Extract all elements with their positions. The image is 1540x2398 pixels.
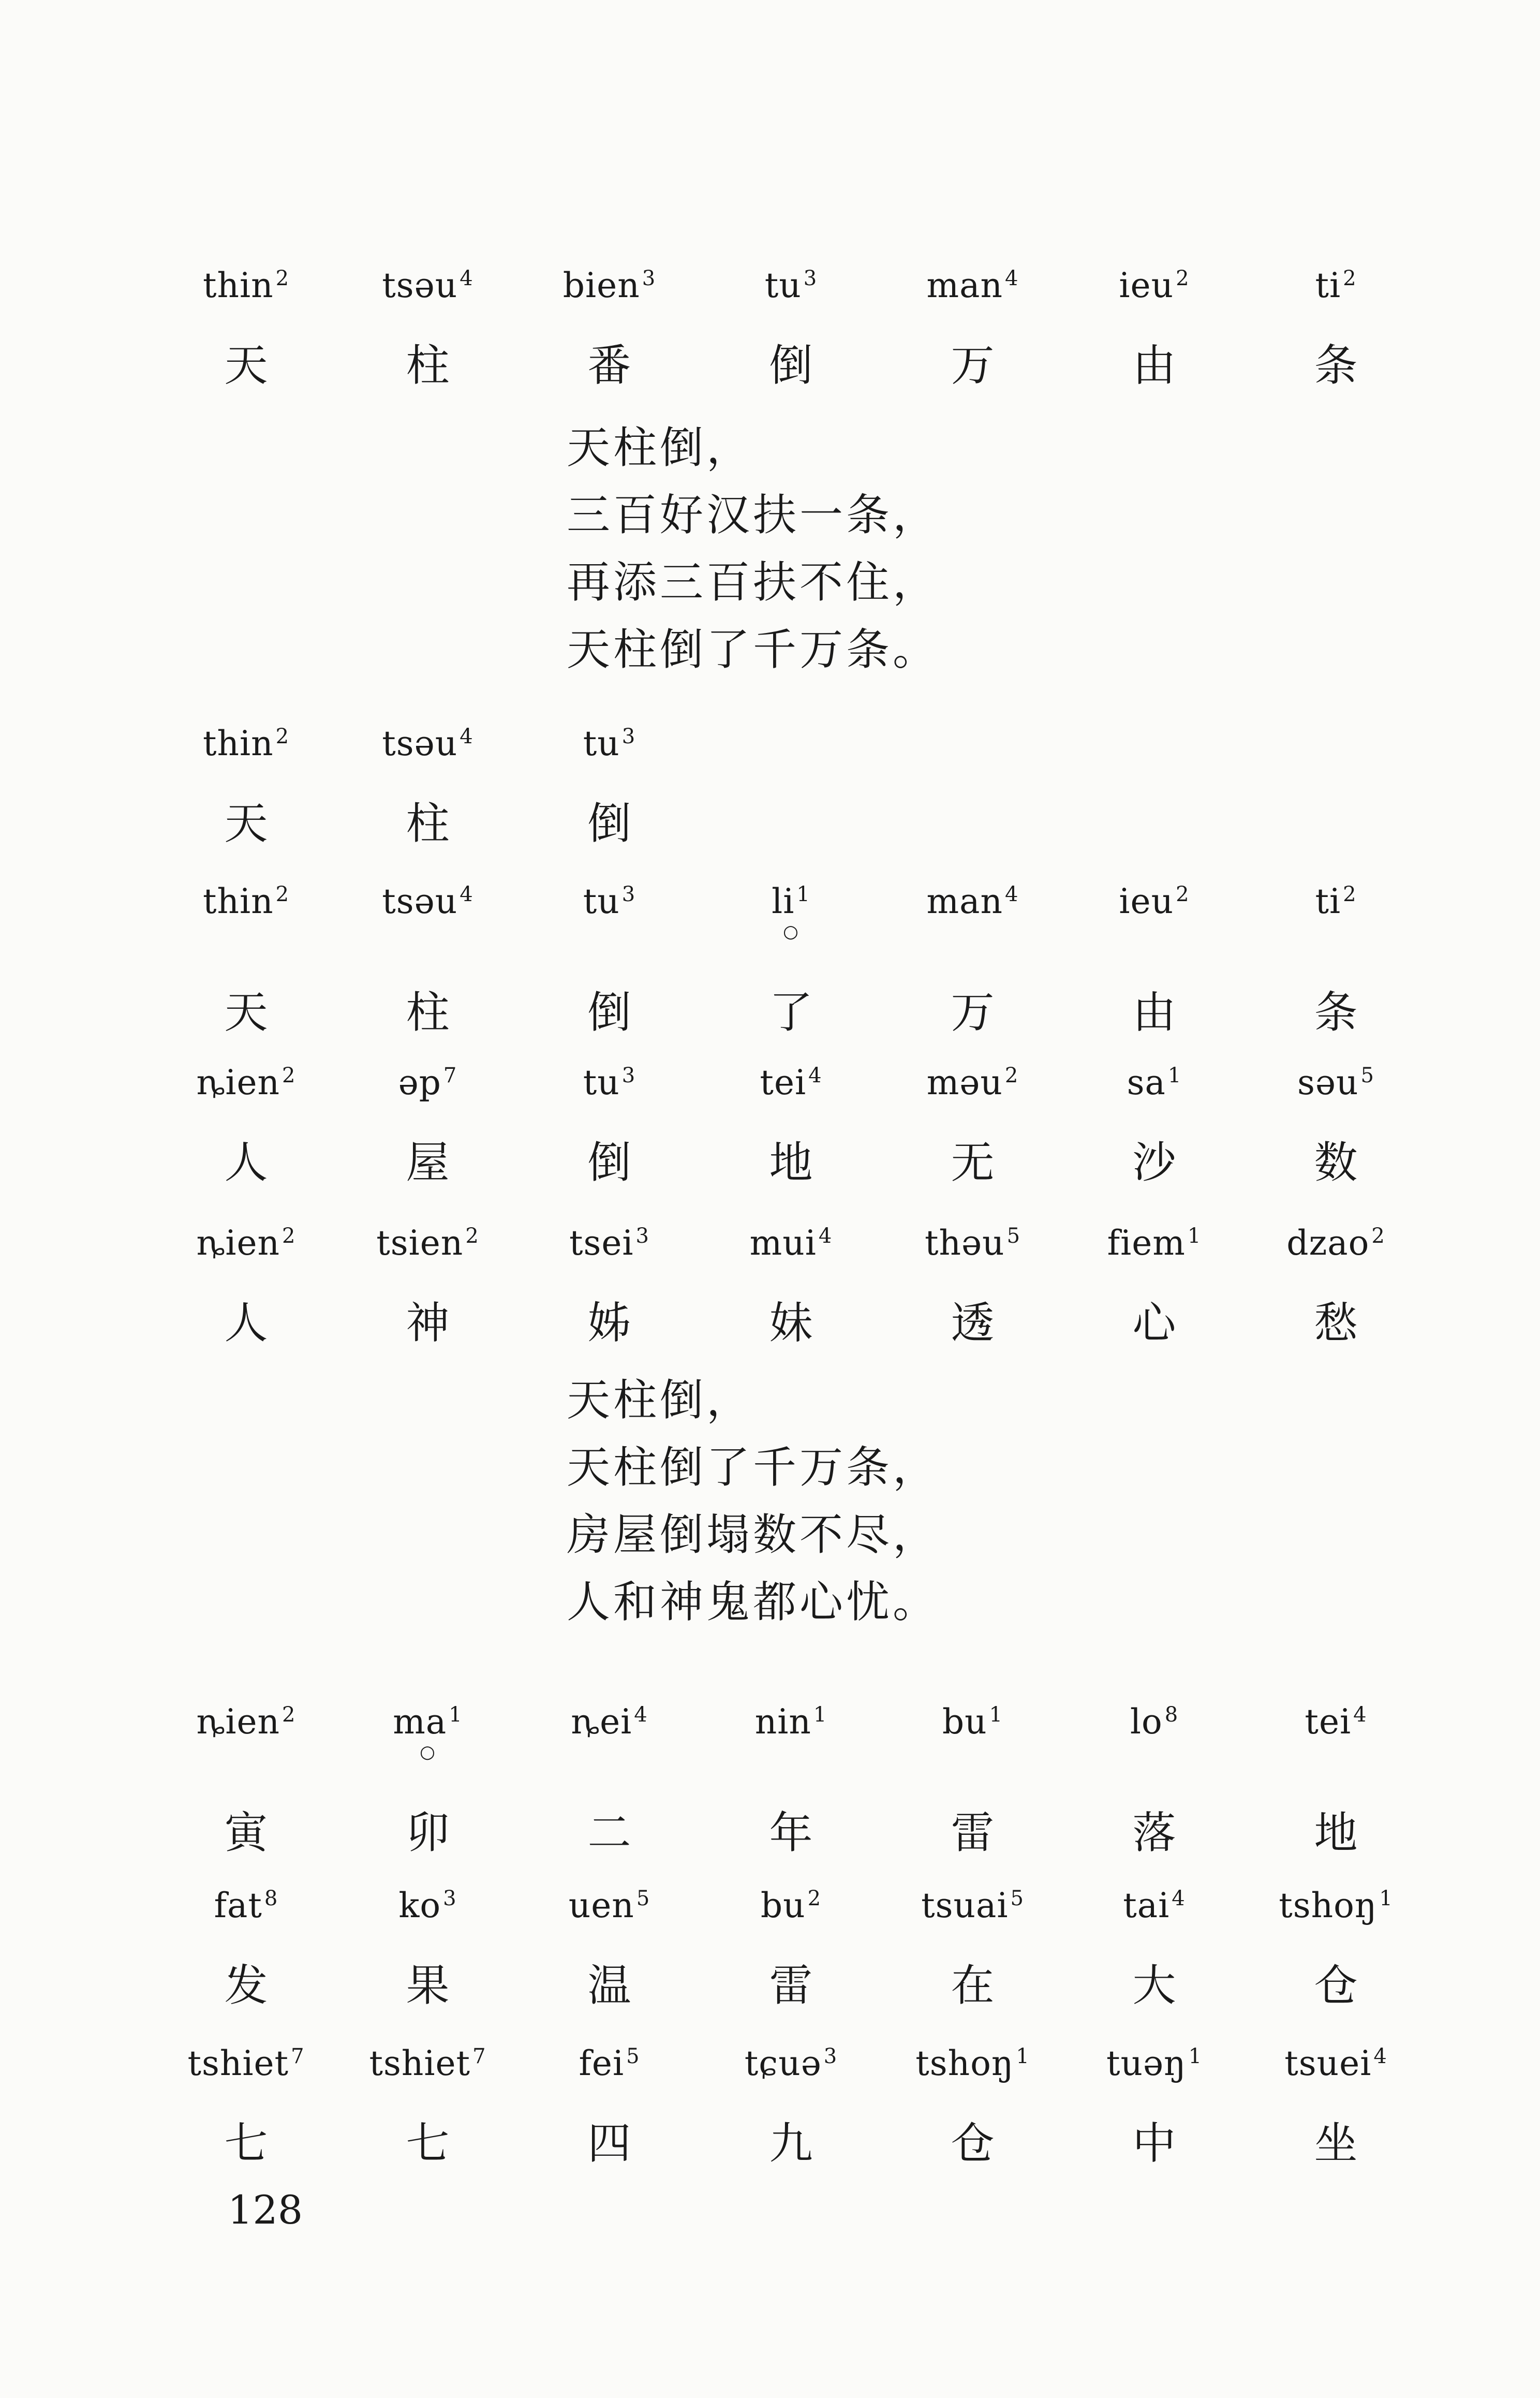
tone-number: 3 bbox=[642, 267, 656, 290]
chinese-character: 七 bbox=[406, 2118, 450, 2169]
chinese-character: 仓 bbox=[951, 2118, 995, 2169]
tone-number: 2 bbox=[275, 267, 290, 290]
syllable-text: tsəu bbox=[382, 881, 458, 921]
romanization-syllable bbox=[155, 2043, 337, 2083]
romanization-row bbox=[155, 2021, 1428, 2083]
tone-number: 1 bbox=[1187, 1224, 1202, 1248]
syllable-text: tsəu bbox=[382, 266, 458, 305]
tone-number: 2 bbox=[282, 1703, 296, 1727]
tone-number: 2 bbox=[275, 882, 290, 906]
romanization-syllable bbox=[155, 1223, 337, 1263]
page-number: 128 bbox=[228, 2187, 303, 2233]
chinese-character: 了 bbox=[769, 987, 813, 1038]
chinese-character: 条 bbox=[1314, 340, 1358, 391]
tone-number: 4 bbox=[460, 882, 473, 906]
syllable-text: fei bbox=[579, 2043, 625, 2083]
romanization-syllable bbox=[700, 1702, 882, 1742]
interlinear-block bbox=[155, 1680, 1428, 1861]
chinese-character: 卯 bbox=[406, 1807, 450, 1858]
romanization-syllable bbox=[882, 1223, 1063, 1263]
syllable-text: fiem bbox=[1107, 1223, 1186, 1263]
tone-number: 2 bbox=[1176, 882, 1190, 906]
chinese-character: 中 bbox=[1132, 2118, 1176, 2169]
chinese-character: 大 bbox=[1132, 1960, 1176, 2011]
interlinear-block bbox=[155, 1040, 1428, 1190]
syllable-text: məu bbox=[926, 1063, 1003, 1102]
hollow-dot-mark: ○ bbox=[783, 921, 799, 942]
syllable-text: tshiet bbox=[369, 2043, 471, 2083]
romanization-syllable bbox=[1063, 266, 1245, 305]
tone-number: 3 bbox=[803, 267, 818, 290]
tone-number: 2 bbox=[275, 725, 290, 748]
tone-number: 3 bbox=[443, 1887, 457, 1910]
syllable-text: ȵien bbox=[196, 1702, 280, 1742]
romanization-syllable bbox=[155, 266, 337, 305]
syllable-text: tshoŋ bbox=[1279, 1886, 1378, 1925]
tone-number: 1 bbox=[1379, 1887, 1393, 1910]
syllable-text: thəu bbox=[924, 1223, 1005, 1263]
syllable-text: tsuai bbox=[921, 1886, 1009, 1925]
verse-line: 天柱倒， bbox=[567, 422, 753, 473]
tone-number: 4 bbox=[460, 267, 473, 290]
chinese-character: 屋 bbox=[406, 1137, 450, 1188]
tone-number: 1 bbox=[449, 1703, 463, 1727]
verse-line: 房屋倒塌数不尽， bbox=[567, 1509, 940, 1560]
hollow-dot-mark: ○ bbox=[420, 1742, 436, 1762]
romanization-syllable bbox=[882, 266, 1063, 305]
romanization-syllable bbox=[519, 724, 700, 763]
tone-number: 4 bbox=[1172, 1887, 1186, 1910]
romanization-syllable bbox=[519, 1063, 700, 1102]
chinese-character: 妹 bbox=[769, 1298, 813, 1348]
chinese-character: 数 bbox=[1314, 1137, 1358, 1188]
tone-number: 3 bbox=[621, 882, 636, 906]
syllable-text: ieu bbox=[1119, 881, 1174, 921]
romanization-row bbox=[155, 1680, 1428, 1762]
verse-line: 三百好汉扶一条， bbox=[567, 490, 940, 540]
tone-number: 1 bbox=[989, 1703, 1003, 1727]
romanization-syllable bbox=[1245, 1702, 1427, 1742]
interlinear-block bbox=[155, 243, 1428, 393]
chinese-character: 番 bbox=[587, 340, 631, 391]
syllable-text: thin bbox=[202, 881, 274, 921]
romanization-syllable bbox=[337, 1223, 519, 1263]
syllable-text: man bbox=[926, 881, 1003, 921]
syllable-text: sa bbox=[1127, 1063, 1166, 1102]
syllable-text: ȵien bbox=[196, 1063, 280, 1102]
chinese-character: 心 bbox=[1132, 1298, 1176, 1348]
syllable-text: tshoŋ bbox=[915, 2043, 1014, 2083]
romanization-row bbox=[155, 701, 1428, 763]
romanization-row bbox=[155, 1040, 1428, 1102]
tone-number: 4 bbox=[1005, 267, 1019, 290]
syllable-text: mui bbox=[749, 1223, 817, 1263]
romanization-syllable bbox=[1063, 1886, 1245, 1925]
chinese-character: 仓 bbox=[1314, 1960, 1358, 2011]
tone-number: 2 bbox=[465, 1224, 479, 1248]
romanization-syllable bbox=[700, 266, 882, 305]
tone-number: 2 bbox=[1343, 267, 1357, 290]
romanization-syllable bbox=[337, 881, 519, 921]
romanization-syllable bbox=[519, 1702, 700, 1742]
chinese-character: 天 bbox=[224, 340, 268, 391]
chinese-character: 由 bbox=[1132, 340, 1176, 391]
syllable-text: bu bbox=[942, 1702, 987, 1742]
chinese-character: 坐 bbox=[1314, 2118, 1358, 2169]
chinese-character: 倒 bbox=[769, 340, 813, 391]
romanization-syllable bbox=[700, 2043, 882, 2083]
interlinear-block bbox=[155, 859, 1428, 1040]
romanization-syllable bbox=[700, 1886, 882, 1925]
syllable-text: tu bbox=[583, 724, 620, 763]
syllable-text: thin bbox=[202, 724, 274, 763]
tone-number: 4 bbox=[1373, 2044, 1387, 2068]
romanization-syllable bbox=[519, 266, 700, 305]
interlinear-block bbox=[155, 701, 1428, 851]
romanization-syllable bbox=[337, 1702, 519, 1762]
chinese-character: 倒 bbox=[587, 987, 631, 1038]
romanization-syllable bbox=[155, 724, 337, 763]
chinese-character: 年 bbox=[769, 1807, 813, 1858]
romanization-syllable bbox=[1245, 2043, 1427, 2083]
verse-line: 天柱倒， bbox=[567, 1375, 753, 1425]
tone-number: 2 bbox=[1004, 1064, 1019, 1087]
syllable-text: ma bbox=[393, 1702, 447, 1742]
chinese-character: 人 bbox=[224, 1298, 268, 1348]
character-row bbox=[155, 1951, 1428, 2013]
romanization-syllable bbox=[882, 1886, 1063, 1925]
tone-number: 5 bbox=[626, 2044, 640, 2068]
chinese-character: 透 bbox=[951, 1298, 995, 1348]
tone-number: 5 bbox=[1360, 1064, 1374, 1087]
tone-number: 4 bbox=[1353, 1703, 1367, 1727]
syllable-text: nin bbox=[754, 1702, 811, 1742]
character-row bbox=[155, 2109, 1428, 2171]
romanization-syllable bbox=[519, 1886, 700, 1925]
tone-number: 2 bbox=[282, 1064, 296, 1087]
syllable-text: ȵei bbox=[571, 1702, 632, 1742]
verse-block bbox=[567, 1366, 1291, 1636]
romanization-syllable bbox=[155, 1702, 337, 1742]
character-row bbox=[155, 789, 1428, 851]
romanization-row bbox=[155, 859, 1428, 942]
tone-number: 3 bbox=[635, 1224, 649, 1248]
syllable-text: lo bbox=[1130, 1702, 1163, 1742]
romanization-syllable bbox=[1245, 1223, 1427, 1263]
romanization-syllable bbox=[882, 881, 1063, 921]
chinese-character: 七 bbox=[224, 2118, 268, 2169]
romanization-syllable bbox=[1063, 2043, 1245, 2083]
tone-number: 1 bbox=[796, 882, 810, 906]
chinese-character: 九 bbox=[769, 2118, 813, 2169]
romanization-row bbox=[155, 1201, 1428, 1263]
romanization-syllable bbox=[519, 2043, 700, 2083]
syllable-text: bu bbox=[760, 1886, 806, 1925]
syllable-text: tei bbox=[760, 1063, 807, 1102]
syllable-text: ti bbox=[1315, 266, 1341, 305]
chinese-character: 神 bbox=[406, 1298, 450, 1348]
romanization-syllable bbox=[1063, 1063, 1245, 1102]
syllable-text: ko bbox=[398, 1886, 441, 1925]
romanization-syllable bbox=[155, 1063, 337, 1102]
verse-line: 天柱倒了千万条， bbox=[567, 1442, 940, 1493]
character-row bbox=[155, 331, 1428, 393]
chinese-character: 人 bbox=[224, 1137, 268, 1188]
romanization-syllable bbox=[882, 1063, 1063, 1102]
character-row bbox=[155, 1799, 1428, 1861]
chinese-character: 地 bbox=[769, 1137, 813, 1188]
chinese-character: 柱 bbox=[406, 987, 450, 1038]
syllable-text: tɕuə bbox=[744, 2043, 822, 2083]
romanization-row bbox=[155, 1863, 1428, 1925]
syllable-text: fat bbox=[214, 1886, 262, 1925]
chinese-character: 雷 bbox=[769, 1960, 813, 2011]
romanization-syllable bbox=[337, 1886, 519, 1925]
chinese-character: 万 bbox=[951, 340, 995, 391]
syllable-text: tsuei bbox=[1284, 2043, 1372, 2083]
syllable-text: tu bbox=[583, 1063, 620, 1102]
romanization-syllable bbox=[337, 2043, 519, 2083]
syllable-text: uen bbox=[568, 1886, 634, 1925]
syllable-text: tsien bbox=[376, 1223, 464, 1263]
syllable-text: dzao bbox=[1286, 1223, 1370, 1263]
tone-number: 2 bbox=[1176, 267, 1190, 290]
verse-line: 再添三百扶不住， bbox=[567, 557, 940, 608]
verse-line: 人和神鬼都心忧。 bbox=[567, 1577, 940, 1627]
syllable-text: tu bbox=[764, 266, 802, 305]
romanization-syllable bbox=[1245, 1886, 1427, 1925]
syllable-text: ti bbox=[1315, 881, 1341, 921]
syllable-text: tei bbox=[1305, 1702, 1352, 1742]
chinese-character: 发 bbox=[224, 1960, 268, 2011]
romanization-syllable bbox=[1063, 1223, 1245, 1263]
romanization-syllable bbox=[337, 266, 519, 305]
syllable-text: əp bbox=[398, 1063, 441, 1102]
romanization-row bbox=[155, 243, 1428, 305]
interlinear-block bbox=[155, 2021, 1428, 2171]
chinese-character: 万 bbox=[951, 987, 995, 1038]
chinese-character: 倒 bbox=[587, 1137, 631, 1188]
tone-number: 3 bbox=[621, 725, 636, 748]
chinese-character: 条 bbox=[1314, 987, 1358, 1038]
tone-number: 4 bbox=[808, 1064, 822, 1087]
tone-number: 2 bbox=[1371, 1224, 1385, 1248]
chinese-character: 愁 bbox=[1314, 1298, 1358, 1348]
syllable-text: tsei bbox=[569, 1223, 634, 1263]
chinese-character: 无 bbox=[951, 1137, 995, 1188]
chinese-character: 雷 bbox=[951, 1807, 995, 1858]
romanization-syllable bbox=[1063, 1702, 1245, 1742]
chinese-character: 姊 bbox=[587, 1298, 631, 1348]
tone-number: 7 bbox=[472, 2044, 486, 2068]
chinese-character: 温 bbox=[587, 1960, 631, 2011]
romanization-syllable bbox=[155, 881, 337, 921]
romanization-syllable bbox=[337, 724, 519, 763]
character-row bbox=[155, 1289, 1428, 1351]
romanization-syllable bbox=[700, 881, 882, 942]
tone-number: 1 bbox=[1188, 2044, 1203, 2068]
romanization-syllable bbox=[882, 2043, 1063, 2083]
chinese-character: 寅 bbox=[224, 1807, 268, 1858]
tone-number: 1 bbox=[1167, 1064, 1182, 1087]
tone-number: 5 bbox=[1006, 1224, 1021, 1248]
tone-number: 4 bbox=[818, 1224, 833, 1248]
chinese-character: 在 bbox=[951, 1960, 995, 2011]
chinese-character: 柱 bbox=[406, 340, 450, 391]
chinese-character: 柱 bbox=[406, 798, 450, 849]
romanization-syllable bbox=[700, 1063, 882, 1102]
chinese-character: 地 bbox=[1314, 1807, 1358, 1858]
romanization-syllable bbox=[1063, 881, 1245, 921]
tone-number: 4 bbox=[1005, 882, 1019, 906]
romanization-syllable bbox=[519, 1223, 700, 1263]
chinese-character: 由 bbox=[1132, 987, 1176, 1038]
tone-number: 8 bbox=[264, 1887, 278, 1910]
romanization-syllable bbox=[700, 1223, 882, 1263]
tone-number: 5 bbox=[636, 1887, 650, 1910]
syllable-text: tu bbox=[583, 881, 620, 921]
romanization-syllable bbox=[519, 881, 700, 921]
syllable-text: thin bbox=[202, 266, 274, 305]
syllable-text: bien bbox=[562, 266, 640, 305]
tone-number: 4 bbox=[634, 1703, 648, 1727]
chinese-character: 天 bbox=[224, 798, 268, 849]
chinese-character: 倒 bbox=[587, 798, 631, 849]
syllable-text: tai bbox=[1123, 1886, 1170, 1925]
syllable-text: ȵien bbox=[196, 1223, 280, 1263]
romanization-syllable bbox=[337, 1063, 519, 1102]
romanization-syllable bbox=[1245, 1063, 1427, 1102]
chinese-character: 天 bbox=[224, 987, 268, 1038]
verse-block bbox=[567, 414, 1291, 683]
chinese-character: 果 bbox=[406, 1960, 450, 2011]
tone-number: 8 bbox=[1164, 1703, 1179, 1727]
tone-number: 1 bbox=[813, 1703, 827, 1727]
tone-number: 4 bbox=[460, 725, 473, 748]
verse-line: 天柱倒了千万条。 bbox=[567, 624, 940, 675]
syllable-text: tuəŋ bbox=[1106, 2043, 1187, 2083]
chinese-character: 落 bbox=[1132, 1807, 1176, 1858]
character-row bbox=[155, 978, 1428, 1040]
character-row bbox=[155, 1128, 1428, 1190]
tone-number: 2 bbox=[807, 1887, 822, 1910]
tone-number: 2 bbox=[1343, 882, 1357, 906]
tone-number: 5 bbox=[1010, 1887, 1024, 1910]
tone-number: 3 bbox=[823, 2044, 838, 2068]
romanization-syllable bbox=[1245, 266, 1427, 305]
syllable-text: tsəu bbox=[382, 724, 458, 763]
interlinear-block bbox=[155, 1863, 1428, 2013]
tone-number: 3 bbox=[621, 1064, 636, 1087]
syllable-text: man bbox=[926, 266, 1003, 305]
syllable-text: ieu bbox=[1119, 266, 1174, 305]
chinese-character: 沙 bbox=[1132, 1137, 1176, 1188]
syllable-text: tshiet bbox=[187, 2043, 289, 2083]
romanization-syllable bbox=[1245, 881, 1427, 921]
interlinear-block bbox=[155, 1201, 1428, 1351]
tone-number: 2 bbox=[282, 1224, 296, 1248]
tone-number: 7 bbox=[291, 2044, 305, 2068]
tone-number: 7 bbox=[443, 1064, 457, 1087]
chinese-character: 二 bbox=[587, 1807, 631, 1858]
romanization-syllable bbox=[155, 1886, 337, 1925]
syllable-text: li bbox=[772, 881, 795, 921]
syllable-text: səu bbox=[1297, 1063, 1359, 1102]
tone-number: 1 bbox=[1016, 2044, 1030, 2068]
romanization-syllable bbox=[882, 1702, 1063, 1742]
chinese-character: 四 bbox=[587, 2118, 631, 2169]
